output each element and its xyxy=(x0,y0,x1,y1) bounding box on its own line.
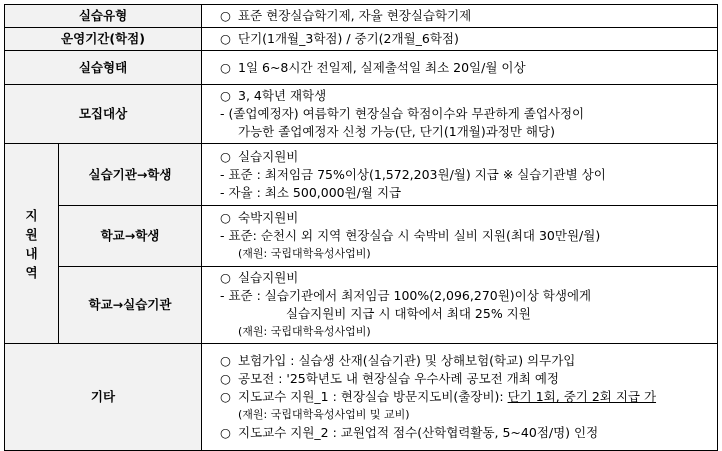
row-label: 기타 xyxy=(5,344,202,451)
row-label: 실습유형 xyxy=(5,5,202,28)
row-support-2 xyxy=(5,206,718,267)
row-support-3 xyxy=(5,267,718,344)
row-content: ○ 단기(1개월_3학점) / 중기(2개월_6학점) xyxy=(202,28,718,51)
bullet-icon: ○ xyxy=(220,389,231,404)
bullet-icon: ○ xyxy=(220,425,231,440)
row-target xyxy=(5,85,718,144)
bullet-icon: ○ xyxy=(220,270,231,285)
row-content: ○ 실습지원비 - 표준 : 최저임금 75%이상(1,572,203원/월) 지급 ※ 실습기관별 상이 - 자율 : 최소 500,000원/월 지급 xyxy=(202,144,718,206)
bullet-icon: ○ xyxy=(220,353,231,368)
row-label: 실습형태 xyxy=(5,51,202,85)
bullet-icon: ○ xyxy=(220,210,231,225)
row-label: 실습기관→학생 xyxy=(59,144,202,206)
row-content: ○ 보험가입 : 실습생 산재(실습기관) 및 상해보험(학교) 의무가입 ○ 공모전 : '25학년도 내 현장실습 우수사례 공모전 개최 예정 ○ 지도교수 지원_1 : 현장실습 방문지도비(출장비): 단기 1회, 중기 2회 지급 가 (재원: 국립대학육성사업비 및 교비) ○ 지도교수 지원_2 : 교원업적 점수(산학협력활동, 5~40점/명) 인정 xyxy=(202,344,718,451)
support-group-label: 지 원 내 역 xyxy=(5,144,59,344)
underlined-text: 단기 1회, 중기 2회 지급 가 xyxy=(507,389,657,404)
row-content: ○ 1일 6~8시간 전일제, 실제출석일 최소 20일/월 이상 xyxy=(202,51,718,85)
bullet-icon: ○ xyxy=(220,8,231,23)
row-label: 학교→학생 xyxy=(59,206,202,267)
row-format xyxy=(5,51,718,85)
row-content: ○ 표준 현장실습학기제, 자율 현장실습학기제 xyxy=(202,5,718,28)
row-content: ○ 실습지원비 - 표준 : 실습기관에서 최저임금 100%(2,096,270원)이상 학생에게 실습지원비 지급 시 대학에서 최대 25% 지원 (재원: 국립대학육성사업비) xyxy=(202,267,718,344)
row-label: 모집대상 xyxy=(5,85,202,144)
row-label: 운영기간(학점) xyxy=(5,28,202,51)
bullet-icon: ○ xyxy=(220,88,231,103)
bullet-icon: ○ xyxy=(220,59,231,75)
row-etc xyxy=(5,344,718,451)
row-support-1 xyxy=(5,144,718,206)
row-content: ○ 숙박지원비 - 표준: 순천시 외 지역 현장실습 시 숙박비 실비 지원(최대 30만원/월) (재원: 국립대학육성사업비) xyxy=(202,206,718,267)
bullet-icon: ○ xyxy=(220,371,231,386)
row-content: ○ 3, 4학년 재학생 - (졸업예정자) 여름학기 현장실습 학점이수와 무관하게 졸업사정이 가능한 졸업예정자 신청 가능(단, 단기(1개월)과정만 해당) xyxy=(202,85,718,144)
program-info-table xyxy=(4,4,718,451)
row-period xyxy=(5,28,718,51)
row-type xyxy=(5,5,718,28)
row-label: 학교→실습기관 xyxy=(59,267,202,344)
bullet-icon: ○ xyxy=(220,148,231,164)
bullet-icon: ○ xyxy=(220,31,231,46)
